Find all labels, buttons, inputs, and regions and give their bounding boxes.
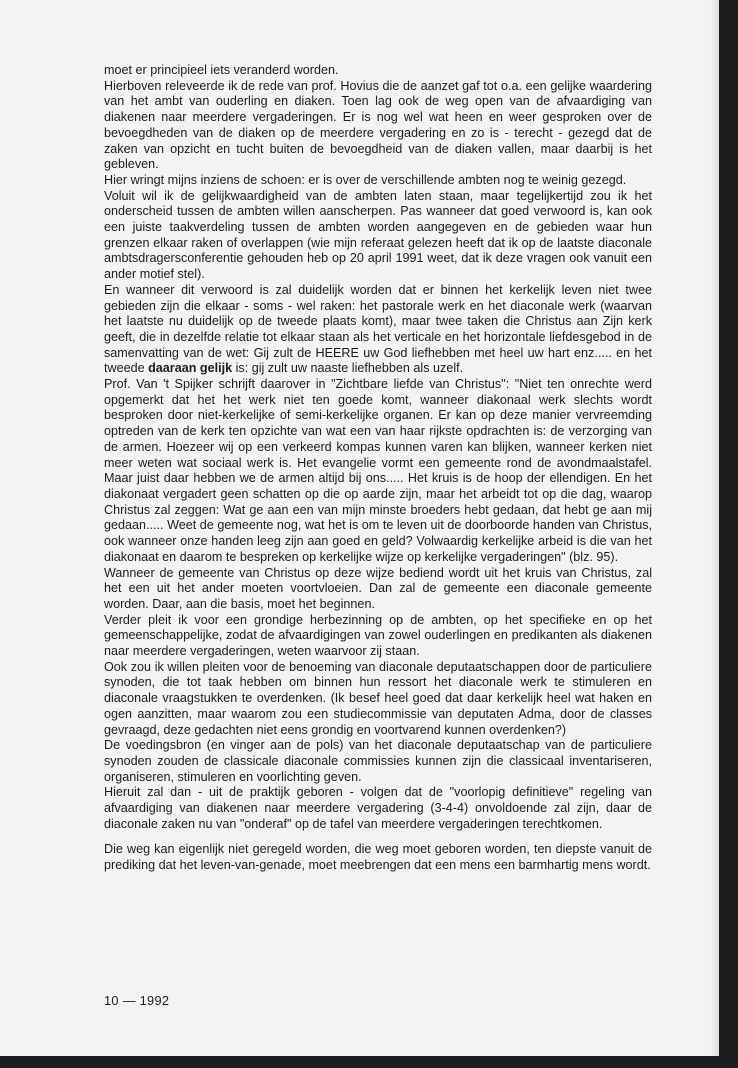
paragraph-text: En wanneer dit verwoord is zal duidelijk worden dat er binnen het kerkelijk leven niet twee gebieden zijn die elkaar - soms - wel raken: het pastorale werk en het diaconale werk (waarvan het laatste nu duidelijk op de tweede plaats komt), maar twee taken die Christus aan Zijn kerk geeft, die in dezelfde relatie tot elkaar staan als het verticale en het horizontale liefdesgebod in de samenvatting van de wet: Gij zult de HEERE uw God liefhebben met heel uw hart enz..... en het tweede (104, 282, 652, 376)
paragraph: Ook zou ik willen pleiten voor de benoeming van diaconale deputaatschappen door de particuliere synoden, die tot taak hebben om binnen hun ressort het diaconale werk te stimuleren en diaconale vraagstukken te overdenken. (Ik besef heel goed dat daar kerkelijk heel wat haken en ogen aanzitten, maar waarom zou een studiecommissie van deputaten Adma, door de classes gevraagd, deze gedachten niet eens grondig en voortvarend kunnen overdenken?) (104, 659, 652, 737)
paragraph: De voedingsbron (en vinger aan de pols) van het diaconale deputaatschap van de particuliere synoden zouden de classicale diaconale commissies kunnen zijn die classicaal inventariseren, organiseren, stimuleren en voorlichting geven. (104, 738, 652, 784)
emphasis-text: daaraan gelijk (148, 361, 233, 376)
paragraph-text: is: gij zult uw naaste liefhebben als uzelf. (232, 361, 464, 376)
paragraph: Wanneer de gemeente van Christus op deze wijze bediend wordt uit het kruis van Christus, zal het een uit het ander moeten voortvloeien. Dan zal de gemeente een diaconale gemeente worden. Daar, aan die basis, moet het beginnen. (104, 565, 652, 611)
paragraph: Hier wringt mijns inziens de schoen: er is over de verschillende ambten nog te weinig gezegd. (104, 172, 627, 187)
paragraph-with-emphasis (104, 283, 652, 377)
paragraph: Verder pleit ik voor een grondige herbezinning op de ambten, op het specifieke en op het gemeenschappelijke, zodat de afvaardigingen van zowel ouderlingen en predikanten als diakenen naar meerdere vergaderingen, weten waarvoor zij staan. (104, 612, 652, 659)
paragraph: Voluit wil ik de gelijkwaardigheid van de ambten laten staan, maar tegelijkertijd zou ik het onderscheid tussen de ambten willen aanscherpen. Pas wanneer dat goed verwoord is, kan ook een juiste taakverdeling tussen de ambten worden aangegeven en de gebieden waar hun grenzen elkaar raken of overlappen (wie mijn referaat gelezen heeft dat ik op de laatste diaconale ambtsdragersconferentie gehouden heb op 20 april 1991 weet, dat ik deze vragen ook vanuit een ander motief stel). (104, 188, 652, 282)
paragraph: Hierboven releveerde ik de rede van prof. Hovius die de aanzet gaf tot o.a. een gelijke waardering van het ambt van ouderling en diaken. Toen lag ook de weg open van de afvaardiging van diakenen naar meerdere vergaderingen. Er is nog wel wat heen en weer gesproken over de bevoegdheden van de diaken op de meerdere vergadering en zo is - terecht - gezegd dat de zaken van opzicht en tucht buiten de bevoegdheid van de diaken vallen, maar daarbij is het gebleven. (104, 78, 652, 172)
closing-paragraph: Die weg kan eigenlijk niet geregeld worden, die weg moet geboren worden, ten diepste vanuit de prediking dat het leven-van-genade, moet meebrengen dat een mens een barmhartig mens wordt. (104, 842, 652, 873)
article-body (104, 63, 652, 874)
page-footer: 10 — 1992 (104, 993, 170, 1008)
paragraph: moet er principieel iets veranderd worden. (104, 63, 339, 77)
paragraph: Hieruit zal dan - uit de praktijk geboren - volgen dat de "voorlopig definitieve" regeling van afvaardiging van diakenen naar meerdere vergadering (3-4-4) onvoldoende zal zijn, daar de diaconale zaken nu van "onderaf" op de tafel van meerdere vergaderingen terechtkomen. (104, 785, 652, 831)
page-edge-shadow (711, 0, 719, 1056)
quote-paragraph: Prof. Van 't Spijker schrijft daarover in "Zichtbare liefde van Christus": "Niet ten onrechte werd opgemerkt dat het het werk niet ten goede komt, wanneer diakonaal werk slechts wordt besproken door niet-kerkelijke of semi-kerkelijke organen. Er kan op deze manier vervreemding optreden van de kerk ten opzichte van wat een van haar rijkste opdrachten is: de verzorging van de armen. Hoezeer wij op een verkeerd kompas kunnen varen kan blijken, wanneer kerken niet meer weten wat sociaal werk is. Het evangelie vormt een gemeente rond de avondmaalstafel. Maar juist daar hebben we de armen altijd bij ons..... Het kruis is de hoop der ellendigen. En het diakonaat vergadert geen schatten op die op aarde zijn, maar het arbeidt tot op die dag, waarop Christus zal zeggen: Wat ge aan een van mijn minste broeders hebt gedaan, dat hebt ge aan mij gedaan..... Weet de gemeente nog, wat het is om te leven uit de doorboorde handen van Christus, ook wanneer onze handen leeg zijn aan goed en geld? Volwaardig kerkelijke arbeid is die van het diakonaat en daarom te bespreken op kerkelijke wijze op kerkelijke vergaderingen" (blz. 95). (104, 377, 652, 564)
